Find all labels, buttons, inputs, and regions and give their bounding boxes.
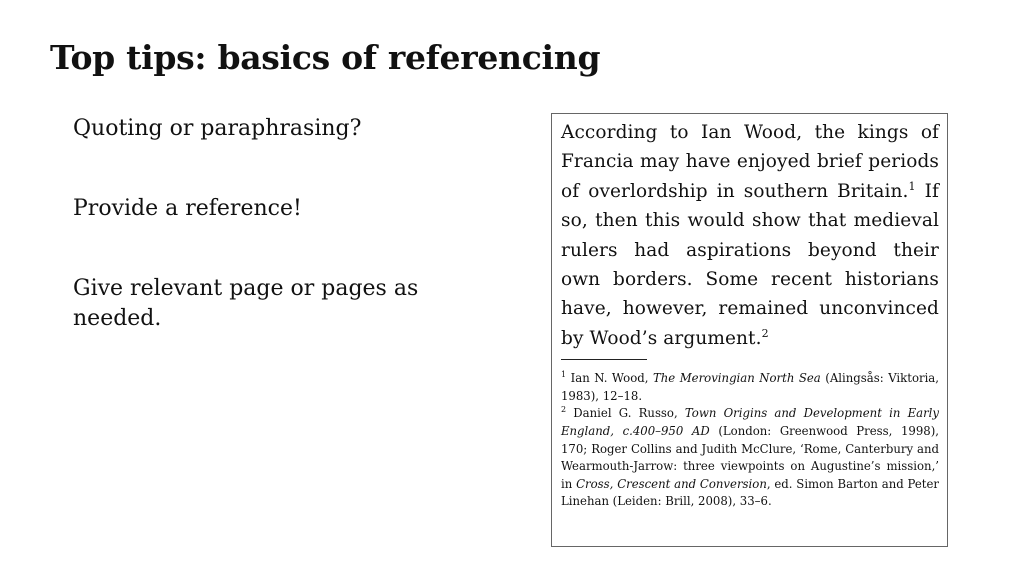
footnote-title: Cross, Crescent and Conversion [576, 476, 767, 491]
slide-title: Top tips: basics of referencing [50, 38, 601, 77]
footnotes [561, 370, 939, 511]
footnote-text: (Alingsås: Viktoria, 1983), 12–18. [561, 371, 939, 403]
footnote-title: The Merovingian North Sea [652, 371, 821, 386]
tip-item: Quoting or paraphrasing? [73, 116, 362, 141]
footnote-number: 2 [561, 405, 567, 415]
footnote-text: (London: Greenwood Press, 1998), 170; Roger Collins and Judith McClure, ‘Rome, Canterbury and Wearmouth-Jarrow: three viewpoints on Augustine’s mission,’ in [561, 424, 939, 491]
footnote-title: Town Origins and Development in Early England, c.400–950 AD [561, 406, 940, 439]
footnote-marker: 2 [761, 326, 769, 340]
example-text-part: If so, then this would show that medieval rulers had aspirations beyond their own borders. Some recent historians have, however, remained unconvinced by Wood’s argument. [561, 180, 939, 349]
footnote [561, 405, 939, 511]
tips-list [73, 114, 513, 384]
footnote-text: , ed. Simon Barton and Peter Linehan (Leiden: Brill, 2008), 33–6. [561, 476, 939, 509]
footnote-number: 1 [561, 370, 567, 380]
tip-item: Give relevant page or pages as needed. [73, 276, 419, 331]
footnote-text: Daniel G. Russo, [566, 406, 685, 421]
footnote-divider [561, 359, 647, 360]
example-text-part: According to Ian Wood, the kings of Francia may have enjoyed brief periods of overlordship in southern Britain. [561, 122, 939, 202]
example-text [561, 118, 939, 353]
example-box [551, 113, 948, 547]
footnote [561, 370, 939, 405]
footnote-marker: 1 [908, 179, 916, 193]
footnote-text: Ian N. Wood, [566, 371, 653, 386]
tip-item: Provide a reference! [73, 196, 302, 221]
